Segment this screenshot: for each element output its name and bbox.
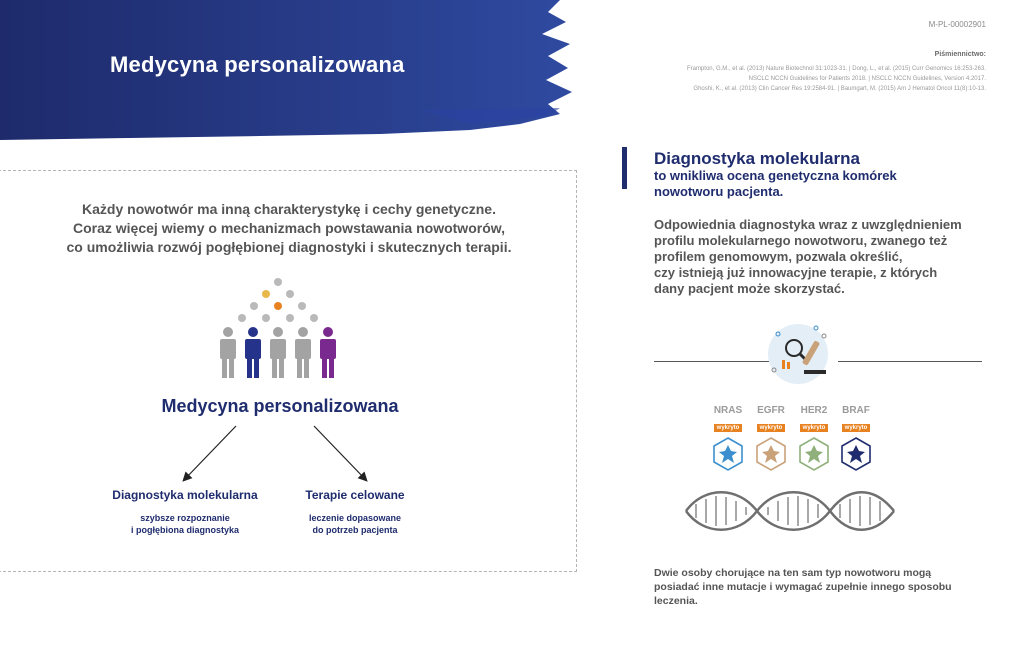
detected-badge: wykryto xyxy=(800,424,829,432)
hexagon-cell-icon xyxy=(712,437,744,471)
gene-braf xyxy=(838,405,874,471)
gene-name: BRAF xyxy=(842,405,870,416)
person-icon xyxy=(320,327,336,378)
branch-subtitle-line: szybsze rozpoznanie xyxy=(140,513,230,523)
footer-note xyxy=(654,566,994,608)
intro-line: Każdy nowotwór ma inną charakterystykę i cechy genetyczne. xyxy=(82,201,496,217)
footer-line: Dwie osoby chorujące na ten sam typ nowotworu mogą xyxy=(654,567,932,579)
body-line: czy istnieją już innowacyjne terapie, z których xyxy=(654,265,938,280)
people-group-icon xyxy=(200,270,360,390)
microscope-lab-icon xyxy=(760,318,836,388)
references-title: Piśmiennictwo: xyxy=(934,51,986,58)
gene-egfr xyxy=(753,405,789,471)
subtitle-line: to wnikliwa ocena genetyczna komórek xyxy=(654,168,897,183)
hexagon-cell-icon xyxy=(755,437,787,471)
reference-line: Frampton, G.M., et al. (2013) Nature Biotechnol 31:1023-31. | Dong, L., et al. (2015) Curr Genomics 16:253-263. xyxy=(686,66,986,72)
gene-her2 xyxy=(796,405,832,471)
dna-helix-icon xyxy=(684,490,896,532)
gene-nras xyxy=(710,405,746,471)
branch-therapies xyxy=(295,488,415,536)
branch-title: Diagnostyka molekularna xyxy=(112,488,258,502)
branch-subtitle-line: leczenie dopasowane xyxy=(308,513,402,523)
branch-diagnostics xyxy=(90,488,280,536)
detected-badge: wykryto xyxy=(842,424,871,432)
divider-line xyxy=(838,361,982,362)
footer-line: posiadać inne mutacje i wymagać zupełnie innego sposobu xyxy=(654,581,952,593)
body-line: Odpowiednia diagnostyka wraz z uwzględnieniem xyxy=(654,217,962,232)
detected-badge: wykryto xyxy=(714,424,743,432)
gene-name: HER2 xyxy=(800,405,828,416)
branch-subtitle xyxy=(90,512,280,536)
body-line: profilem genomowym, pozwala określić, xyxy=(654,249,903,264)
reference-line: Ghoshi, K., et al. (2013) Clin Cancer Res 19:2584-91. | Baumgart, M. (2015) Am J Hematol Oncol 11(8):10-13. xyxy=(693,86,986,92)
body-line: profilu molekularnego nowotworu, zwanego też xyxy=(654,233,948,248)
intro-line: co umożliwia rozwój pogłębionej diagnostyki i skutecznych terapii. xyxy=(66,239,512,255)
reference-line: NSCLC NCCN Guidelines for Patients 2018. | NSCLC NCCN Guidelines, Version 4.2017. xyxy=(748,76,986,82)
branch-subtitle-line: do potrzeb pacjenta xyxy=(312,525,398,535)
gene-name: NRAS xyxy=(713,405,743,416)
dot-pyramid xyxy=(238,278,318,322)
references xyxy=(626,64,986,94)
section-accent-bar xyxy=(622,147,627,189)
person-icon xyxy=(245,327,261,378)
branch-subtitle xyxy=(295,512,415,536)
document-id: M-PL-00002901 xyxy=(928,20,986,29)
person-icon xyxy=(220,327,236,378)
branch-title: Terapie celowane xyxy=(305,488,405,502)
intro-text xyxy=(0,200,578,257)
body-line: dany pacjent może skorzystać. xyxy=(654,281,845,296)
detected-badge: wykryto xyxy=(757,424,786,432)
subtitle-line: nowotworu pacjenta. xyxy=(654,184,784,199)
branch-arrows xyxy=(170,420,390,490)
person-icon xyxy=(295,327,311,378)
section-subtitle xyxy=(654,168,974,200)
hexagon-cell-icon xyxy=(798,437,830,471)
hexagon-cell-icon xyxy=(840,437,872,471)
branch-subtitle-line: i pogłębiona diagnostyka xyxy=(130,525,239,535)
person-icon xyxy=(270,327,286,378)
center-title: Medycyna personalizowana xyxy=(161,396,399,416)
section-body xyxy=(654,217,994,297)
footer-line: leczenia. xyxy=(654,595,698,607)
intro-line: Coraz więcej wiemy o mechanizmach powstawania nowotworów, xyxy=(72,220,506,236)
section-title: Diagnostyka molekularna xyxy=(654,149,860,168)
gene-name: EGFR xyxy=(757,405,785,416)
page-title: Medycyna personalizowana xyxy=(110,52,405,77)
